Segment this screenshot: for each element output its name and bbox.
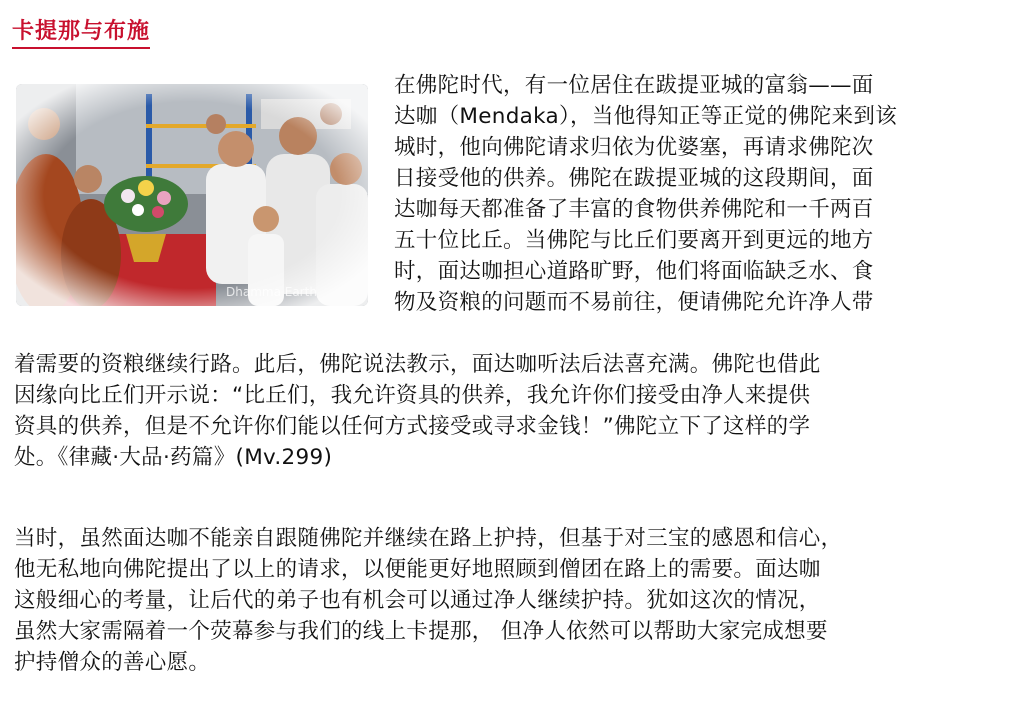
text-line: 日接受他的供养。佛陀在跋提亚城的这段期间，面	[394, 166, 874, 191]
text-line: 处。《律藏·大品·药篇》(Mv.299)	[14, 445, 333, 470]
offering-photo-illustration	[16, 84, 368, 306]
page-title: 卡提那与布施	[12, 14, 150, 49]
text-line: 着需要的资粮继续行路。此后，佛陀说法教示，面达咖听法后法喜充满。佛陀也借此	[14, 352, 821, 377]
text-line: 达咖（Mendaka），当他得知正等正觉的佛陀来到该	[394, 104, 898, 129]
text-line: 达咖每天都准备了丰富的食物供养佛陀和一千两百	[394, 197, 874, 222]
text-line: 城时，他向佛陀请求归依为优婆塞，再请求佛陀次	[394, 135, 874, 160]
text-line: 物及资粮的问题而不易前往，便请佛陀允许净人带	[394, 290, 874, 315]
paragraph-1-wrapped	[394, 70, 897, 318]
paragraph-1-full-width	[14, 349, 821, 473]
text-line: 当时，虽然面达咖不能亲自跟随佛陀并继续在路上护持，但基于对三宝的感恩和信心，	[14, 526, 843, 551]
text-line: 五十位比丘。当佛陀与比丘们要离开到更远的地方	[394, 228, 874, 253]
paragraph-2	[14, 523, 842, 678]
text-line: 他无私地向佛陀提出了以上的请求，以便能更好地照顾到僧团在路上的需要。面达咖	[14, 557, 821, 582]
text-line: 护持僧众的善心愿。	[14, 650, 211, 675]
text-line: 在佛陀时代，有一位居住在跋提亚城的富翁——面	[394, 73, 874, 98]
text-line: 这般细心的考量，让后代的弟子也有机会可以通过净人继续护持。犹如这次的情况，	[14, 588, 821, 613]
text-line: 虽然大家需隔着一个荧幕参与我们的线上卡提那， 但净人依然可以帮助大家完成想要	[14, 619, 828, 644]
text-line: 资具的供养，但是不允许你们能以任何方式接受或寻求金钱！”佛陀立下了这样的学	[14, 414, 811, 439]
text-line: 时，面达咖担心道路旷野，他们将面临缺乏水、食	[394, 259, 874, 284]
text-line: 因缘向比丘们开示说：“比丘们，我允许资具的供养，我允许你们接受由净人来提供	[14, 383, 811, 408]
offering-photo	[16, 84, 368, 306]
